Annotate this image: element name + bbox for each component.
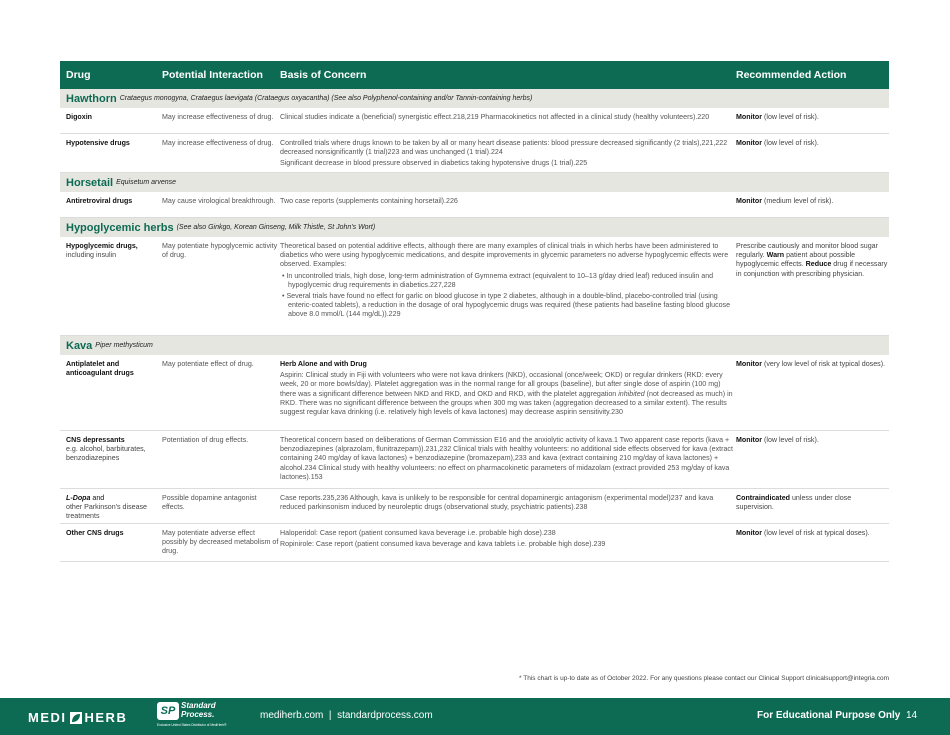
section-name: Kava <box>66 339 93 352</box>
table-row <box>60 431 889 489</box>
section-horsetail <box>60 173 889 192</box>
drug-cell: Hypotensive drugs <box>66 139 130 147</box>
table-header <box>60 61 889 89</box>
action-text: unless under close supervision. <box>736 494 852 512</box>
drug-sub: including insulin <box>66 251 117 260</box>
interaction-cell: May potentiate effect of drug. <box>162 360 254 368</box>
header-drug: Drug <box>66 69 91 81</box>
basis-italic: inhibited <box>618 389 645 398</box>
header-interaction: Potential Interaction <box>162 69 263 81</box>
action-text: Prescribe cautiously and monitor blood sugar regularly. <box>736 242 878 260</box>
logo-text: HERB <box>84 710 128 725</box>
action-text: (low level of risk). <box>764 436 819 444</box>
drug-name: CNS depressants <box>66 436 125 444</box>
footnote: * This chart is up-to date as of October 2022. For any questions please contact our Clinical Support clinicalsupport@integria.com <box>519 675 889 682</box>
sp-word: Standard <box>181 701 216 710</box>
section-name: Hypoglycemic herbs <box>66 221 174 234</box>
sp-tagline: Exclusive United States Distributor of MediHerb® <box>157 723 227 727</box>
section-name: Horsetail <box>66 176 114 189</box>
sp-mark: SP <box>157 702 179 720</box>
table-row <box>60 489 889 524</box>
action-text: (medium level of risk). <box>764 197 834 205</box>
action-bold: Monitor <box>736 436 763 444</box>
action-cell <box>736 355 889 430</box>
drug-cell <box>60 237 162 335</box>
basis-cell: Case reports.235,236 Although, kava is unlikely to be responsible for central dopaminergic antagonism (experimental model)237 and kava reduced parkinsonism induced by neuroleptic drugs (observational study, psychiatric patients).238 <box>280 494 714 512</box>
interaction-cell: Potentiation of drug effects. <box>162 436 249 444</box>
basis-cell <box>280 237 736 335</box>
action-cell <box>736 431 889 488</box>
sp-wordmark <box>181 702 216 719</box>
basis-part: (not decreased as much) in RKD. There was no significant difference between the groups when 300 mg was taken (aggregation decreased to a similar extent). The results suggest regular kava drinking (i.e. relatively high levels of kava lactones) may decrease aspirin sensitivity.230 <box>280 389 733 417</box>
section-latin: Crataegus monogyna, Crataegus laevigata (Crataegus oxyacantha) (See also Polyphenol-containing and/or Tannin-containing herbs) <box>119 95 533 102</box>
interaction-cell: May potentiate adverse effect possibly by decreased metabolism of drug. <box>162 529 279 556</box>
interaction-table <box>60 61 889 562</box>
basis-text: Ropinirole: Case report (patient consumed kava beverage and kava tablets i.e. probable high dose).239 <box>280 540 606 549</box>
sp-word: Process. <box>181 709 215 719</box>
footer-bar <box>0 698 950 735</box>
section-latin: (See also Ginkgo, Korean Ginseng, Milk Thistle, St John's Wort) <box>176 224 376 231</box>
standard-process-logo <box>157 702 232 730</box>
page-number: 14 <box>906 710 918 721</box>
table-row <box>60 108 889 134</box>
interaction-cell: Possible dopamine antagonist effects. <box>162 494 257 512</box>
action-text: (low level of risk at typical doses). <box>764 529 870 537</box>
drug-cell <box>60 431 162 488</box>
basis-part: Aspirin: Clinical study in Fiji with volunteers who were not kava drinkers (NKD), occasional (once/week; OKD) or regular drinkers (RKD: every week, 20 or more bowls/day). Platelet aggregation was in the normal range for all groups (baseline), but after single dose of aspirin (100 mg) there was a significant difference between NKD and RKD, and OKD and RKD, with the platelet aggregation <box>280 371 723 398</box>
section-latin: Equisetum arvense <box>116 179 176 186</box>
table-row <box>60 192 889 218</box>
leaf-icon <box>70 712 82 724</box>
action-text: (low level of risk). <box>764 113 819 121</box>
basis-bullet: • Several trials have found no effect for garlic on blood glucose in type 2 diabetes, although in a double-blind, placebo-controlled trial (using enteric-coated tablets), a reduction in the dosage of oral hypoglycemic drugs was required (these patients had baseline fasting blood glucose above 8.0 mmol/L (144 mg/dL)).229 <box>282 292 731 319</box>
section-name: Hawthorn <box>66 92 117 105</box>
logo-text: MEDI <box>28 710 67 725</box>
basis-text: Significant decrease in blood pressure observed in diabetics taking hypotensive drugs (1 trial).225 <box>280 159 588 168</box>
table-row <box>60 355 889 431</box>
action-bold: Warn <box>766 251 785 260</box>
action-bold: Contraindicated <box>736 494 790 502</box>
action-bold: Monitor <box>736 197 763 205</box>
action-text: (low level of risk). <box>764 139 819 147</box>
action-bold: Monitor <box>736 529 763 537</box>
section-hypoglycemic <box>60 218 889 237</box>
educational-label: For Educational Purpose Only <box>757 710 901 721</box>
basis-cell <box>280 134 736 172</box>
action-bold: Monitor <box>736 113 763 121</box>
action-text: drug if necessary in conjunction with prescribing physician. <box>736 260 888 278</box>
drug-cell: Other CNS drugs <box>66 529 124 537</box>
table-row <box>60 524 889 562</box>
drug-cell: Digoxin <box>66 113 93 121</box>
basis-cell <box>280 355 736 430</box>
interaction-cell: May cause virological breakthrough. <box>162 197 276 205</box>
interaction-cell: May increase effectiveness of drug. <box>162 113 274 121</box>
table-row <box>60 237 889 336</box>
drug-and: and <box>92 494 105 502</box>
drug-name: Hypoglycemic drugs, <box>66 242 138 250</box>
action-text: (very low level of risk at typical doses). <box>764 360 886 368</box>
interaction-cell: May potentiate hypoglycemic activity of drug. <box>162 242 278 260</box>
action-bold: Reduce <box>805 260 832 269</box>
header-action: Recommended Action <box>736 69 847 81</box>
action-bold: Monitor <box>736 139 763 147</box>
drug-sub: e.g. alcohol, barbiturates, benzodiazepines <box>66 445 146 463</box>
mediherb-logo <box>28 710 127 725</box>
drug-sub: other Parkinson's disease treatments <box>66 503 148 521</box>
action-cell <box>736 489 889 523</box>
basis-text: Controlled trials where drugs known to be taken by all or many heart disease patients: blood pressure decreased significantly (2 trials),221,222 decreased nonsignificantly (1 trial)223 and was unchanged (1 trial).224 <box>280 139 728 157</box>
action-text: patient about possible hypoglycemic effects. <box>736 251 856 269</box>
basis-text: Haloperidol: Case report (patient consumed kava beverage i.e. probable high dose).238 <box>280 529 556 537</box>
footer-links[interactable]: mediherb.com | standardprocess.com <box>260 710 433 721</box>
section-latin: Piper methysticum <box>95 342 153 349</box>
drug-name: L-Dopa <box>66 494 91 502</box>
header-basis: Basis of Concern <box>280 69 367 81</box>
drug-cell <box>60 489 162 523</box>
action-cell <box>736 524 889 561</box>
action-bold: Monitor <box>736 360 763 368</box>
basis-text <box>280 371 736 417</box>
section-kava <box>60 336 889 355</box>
table-row <box>60 134 889 173</box>
drug-cell: Antiplatelet and anticoagulant drugs <box>66 360 134 378</box>
interaction-cell: May increase effectiveness of drug. <box>162 139 274 147</box>
basis-bullet: • In uncontrolled trials, high dose, long-term administration of Gymnema extract (equivalent to 10–13 g/day dried leaf) reduced insulin and hypoglycemic drug requirements in diabetics.227,228 <box>282 271 714 289</box>
drug-cell: Antiretroviral drugs <box>66 197 133 205</box>
basis-cell <box>280 524 736 561</box>
action-cell <box>736 237 889 335</box>
basis-title: Herb Alone and with Drug <box>280 360 367 368</box>
section-hawthorn <box>60 89 889 108</box>
basis-cell: Two case reports (supplements containing horsetail).226 <box>280 197 458 205</box>
action-cell <box>736 134 889 172</box>
basis-cell: Clinical studies indicate a (beneficial) synergistic effect.218,219 Pharmacokinetics not affected in a clinical study (healthy volunteers).220 <box>280 113 710 121</box>
action-cell <box>736 108 889 133</box>
basis-text: Theoretical based on potential additive effects, although there are many examples of clinical trials in which herbs have been administered to diabetics who were using hypoglycemic medications, and despite improvements in glycemic parameters no adverse hypoglycemic effects were observed. Examples: <box>280 242 729 269</box>
action-cell <box>736 192 889 217</box>
basis-cell: Theoretical concern based on deliberations of German Commission E16 and the anxiolytic activity of kava.1 Two apparent case reports (kava + benzodiazepines (alprazolam, flunitrazepam)).231,232 Clinical trials with healthy volunteers: no additional side effects observed for kava (extract containing 240 mg/day of kava lactones) + benzodiazepine (bromazepam),233 and kava (extract containing 210 mg/day of kava lactones) + alcohol.234 Clinical study with healthy volunteers: no effect on pharmacokinetic parameters of midazolam (extract provided 253 mg/day of kava lactones).153 <box>280 436 733 481</box>
